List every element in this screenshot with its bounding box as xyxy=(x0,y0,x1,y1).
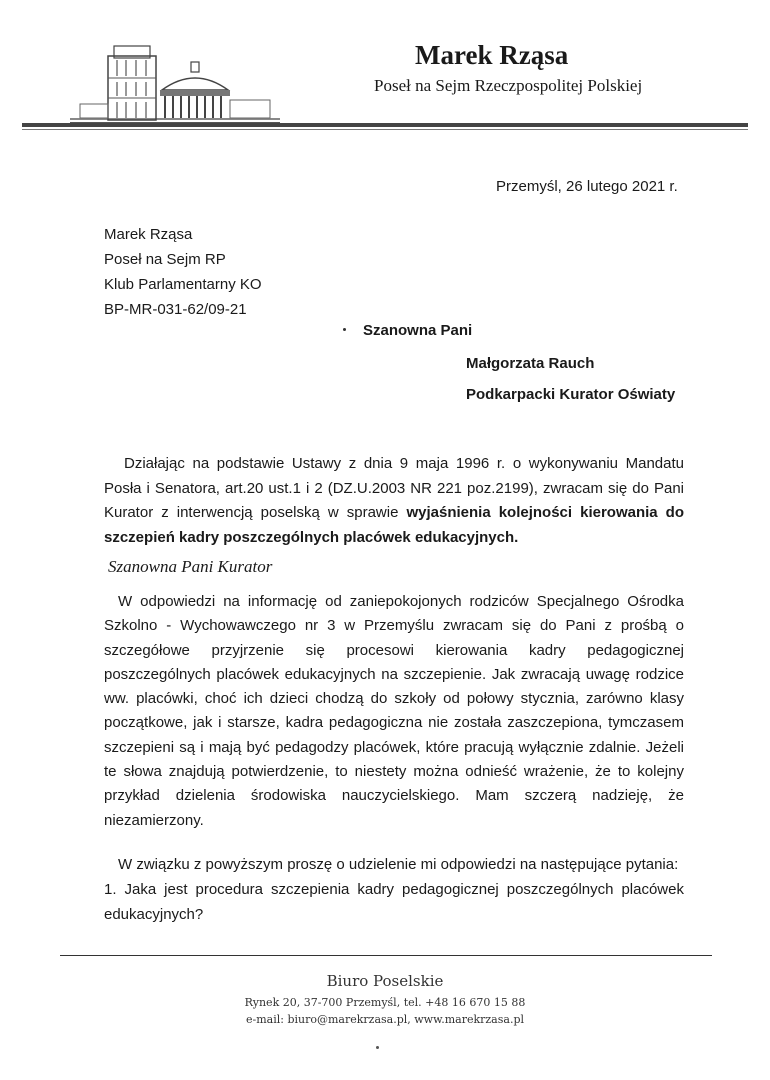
footer-rule xyxy=(60,955,712,956)
header-rule-thin xyxy=(22,129,748,130)
footer-office: Biuro Poselskie xyxy=(326,972,444,990)
sender-title: Poseł na Sejm RP xyxy=(104,251,226,268)
header-name: Marek Rząsa xyxy=(415,40,569,70)
paragraph-legal-basis xyxy=(104,452,684,550)
paragraph-legal-basis-bold: wyjaśnienia kolejności kierowania do szczepień kadry poszczególnych placówek edukacyjnych. xyxy=(104,504,684,546)
scan-dot xyxy=(343,328,346,331)
recipient-greeting: Szanowna Pani xyxy=(363,322,473,339)
header-subtitle: Poseł na Sejm Rzeczpospolitej Polskiej xyxy=(374,76,643,95)
recipient-name: Małgorzata Rauch xyxy=(466,355,595,372)
header-rule xyxy=(22,123,748,127)
recipient-title: Podkarpacki Kurator Oświaty xyxy=(466,386,676,403)
scan-dot-footer xyxy=(376,1046,379,1049)
footer-contact: e-mail: biuro@marekrzasa.pl, www.marekrzasa.pl xyxy=(246,1013,524,1026)
paragraph-legal-basis-text: Działając na podstawie Ustawy z dnia 9 maja 1996 r. o wykonywaniu Mandatu Posła i Senatora, art.20 ust.1 i 2 (DZ.U.2003 NR 221 poz.2199), zwracam się do Pani Kurator z interwencją poselską w sprawie xyxy=(104,455,684,521)
sender-reference: BP-MR-031-62/09-21 xyxy=(104,301,247,318)
sender-block xyxy=(104,222,262,322)
question-1: 1. Jaka jest procedura szczepienia kadry pedagogicznej poszczególnych placówek edukacyjnych? xyxy=(104,881,684,923)
sender-name: Marek Rząsa xyxy=(104,226,193,243)
sender-club: Klub Parlamentarny KO xyxy=(104,276,262,293)
paragraph-main: W odpowiedzi na informację od zaniepokojonych rodziców Specjalnego Ośrodka Szkolno - Wychowawczego nr 3 w Przemyślu zwracam się do Pani z prośbą o szczegółowe przyjrzenie się procesowi kierowania kadry pedagogicznej poszczególnych placówek edukacyjnych na szczepienie. Jak zwracają uwagę rodzice ww. placówki, choć ich dzieci chodzą do szkoły od połowy stycznia, zarówno klasy początkowe, jak i starsze, kadra pedagogiczna nie została zaszczepiona, tymczasem szczepieni są i mają być pedagodzy placówek, które pracują wyłącznie zdalnie. Jeżeli te słowa znajdują potwierdzenie, to niestety można odnieść wrażenie, że to kolejny przykład dzielenia środowiska nauczycielskiego. Mam szczerą nadzieję, że niezamierzony. xyxy=(104,593,684,829)
footer-address: Rynek 20, 37-700 Przemyśl, tel. +48 16 670 15 88 xyxy=(244,996,526,1009)
paragraph-questions-intro: W związku z powyższym proszę o udzielenie mi odpowiedzi na następujące pytania: xyxy=(118,856,679,873)
letter-date: Przemyśl, 26 lutego 2021 r. xyxy=(496,178,678,195)
salutation: Szanowna Pani Kurator xyxy=(108,557,273,576)
